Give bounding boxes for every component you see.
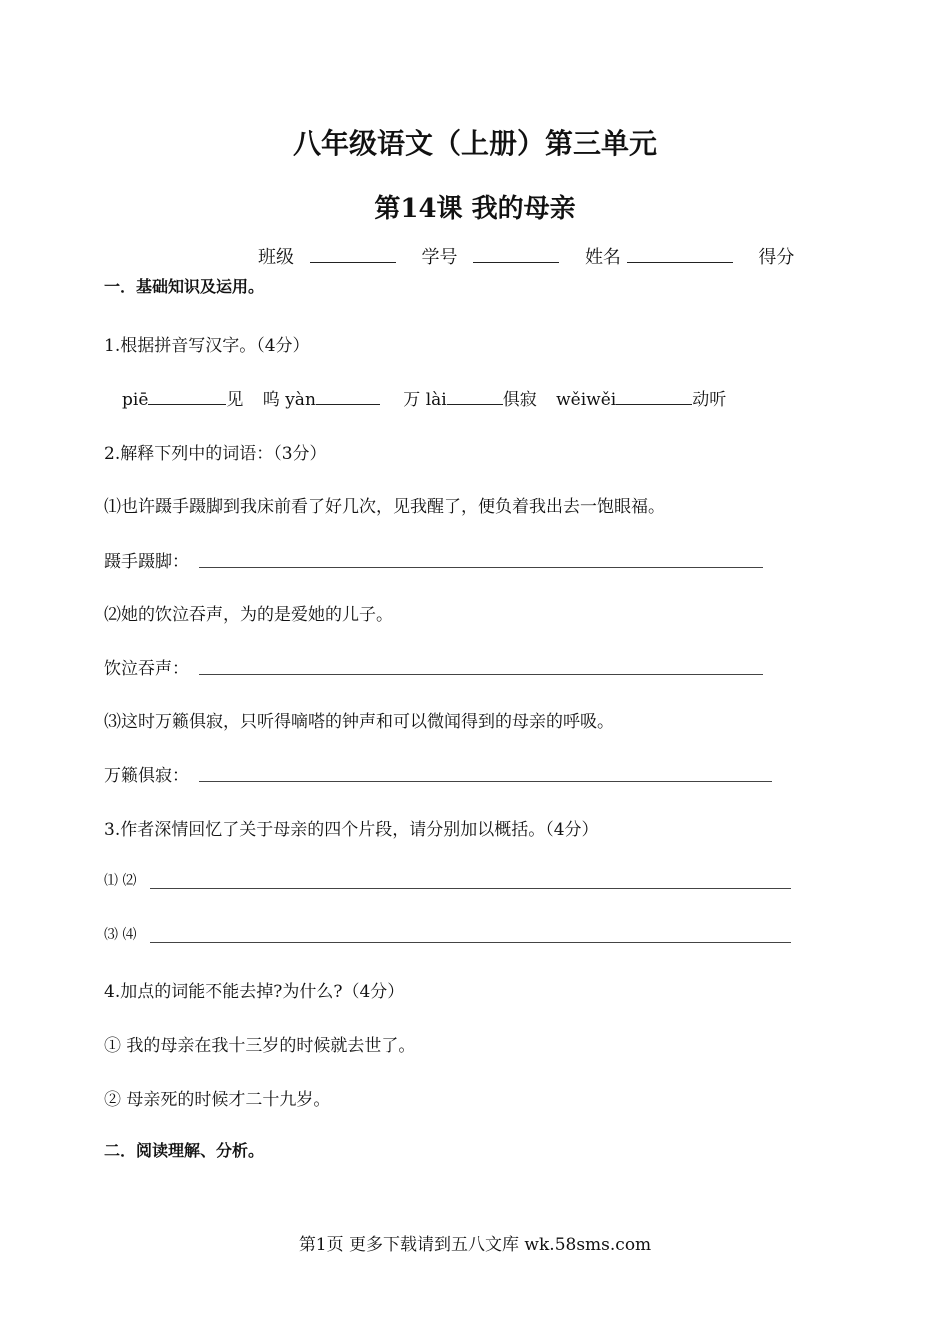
q2-sentence-1: ⑴也许蹑手蹑脚到我床前看了好几次，见我醒了，便负着我出去一饱眼福。	[104, 497, 665, 517]
name-label: 姓名	[584, 247, 621, 268]
pinyin-item-4: wěiwěi	[556, 390, 617, 410]
q1-prompt: 1.根据拼音写汉字。（4分）	[104, 336, 310, 356]
q3-row-2-label: ⑶ ⑷	[104, 927, 137, 943]
section-two-heading: 二．阅读理解、分析。	[104, 1141, 265, 1160]
q4-sentence-a: ① 我的母亲在我十三岁的时候就去世了。	[104, 1036, 416, 1056]
pinyin-suffix-3: 俱寂	[502, 390, 537, 410]
answer-line-5[interactable]	[150, 941, 791, 943]
q2-word-3: 万籁俱寂：	[104, 766, 189, 786]
id-field[interactable]	[473, 243, 559, 263]
q2-sentence-3: ⑶这时万籁俱寂，只听得嘀嗒的钟声和可以微闻得到的母亲的呼吸。	[104, 712, 614, 732]
score-label: 得分	[758, 247, 795, 268]
q4-sentence-b: ② 母亲死的时候才二十九岁。	[104, 1090, 331, 1110]
answer-line-4[interactable]	[150, 887, 791, 889]
class-field[interactable]	[310, 243, 396, 263]
q2-sentence-2: ⑵她的饮泣吞声，为的是爱她的儿子。	[104, 605, 393, 625]
lesson-title: 第14课 我的母亲	[374, 194, 576, 224]
pinyin-row	[122, 385, 726, 410]
pinyin-suffix-4: 动听	[692, 390, 727, 410]
q3-prompt: 3.作者深情回忆了关于母亲的四个片段，请分别加以概括。（4分）	[104, 820, 599, 840]
id-label: 学号	[421, 247, 458, 268]
q3-row-1-label: ⑴ ⑵	[104, 873, 137, 889]
q2-prompt: 2.解释下列中的词语：（3分）	[104, 444, 327, 464]
pinyin-blank-1[interactable]	[148, 386, 226, 405]
q2-word-1: 蹑手蹑脚：	[104, 552, 189, 572]
class-label: 班级	[258, 247, 294, 268]
student-info-row	[258, 243, 794, 269]
pinyin-suffix-1: 见	[226, 390, 244, 410]
pinyin-blank-4[interactable]	[616, 386, 692, 405]
q2-word-2: 饮泣吞声：	[104, 659, 189, 679]
q4-prompt: 4.加点的词能不能去掉?为什么?（4分）	[104, 982, 405, 1002]
pinyin-blank-3[interactable]	[447, 386, 503, 405]
page-title: 八年级语文（上册）第三单元	[292, 127, 657, 160]
pinyin-item-3: 万 lài	[403, 390, 447, 410]
page-footer: 第1页 更多下载请到五八文库 wk.58sms.com	[298, 1235, 652, 1255]
pinyin-blank-2[interactable]	[316, 386, 380, 405]
section-one-heading: 一．基础知识及运用。	[104, 277, 265, 296]
answer-line-1[interactable]	[199, 566, 763, 568]
name-field[interactable]	[627, 243, 733, 263]
answer-line-2[interactable]	[199, 673, 763, 675]
pinyin-item-1: piē	[122, 390, 149, 410]
pinyin-item-2: 呜 yàn	[262, 390, 316, 410]
answer-line-3[interactable]	[199, 780, 772, 782]
